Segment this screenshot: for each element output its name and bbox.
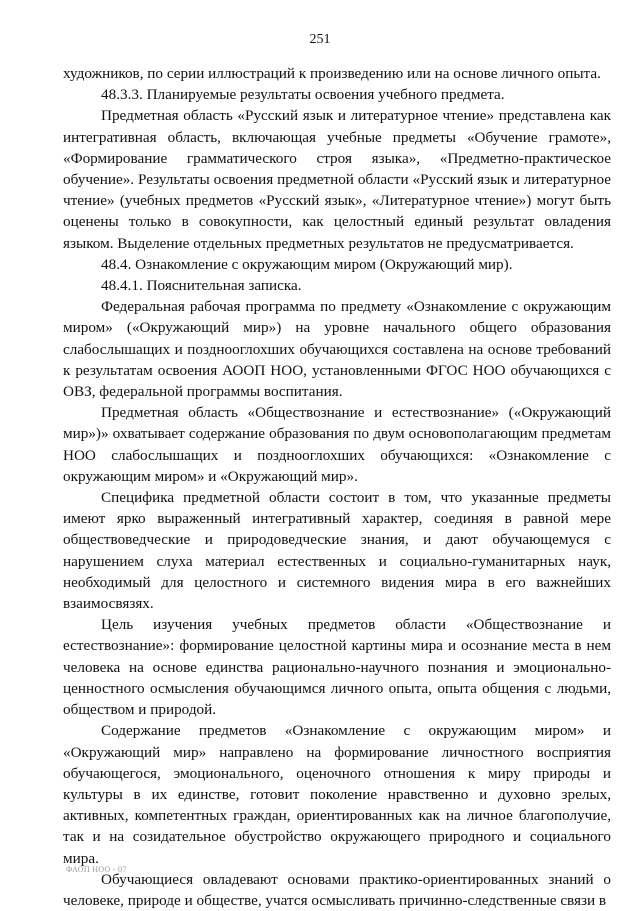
page-number: 251	[309, 32, 331, 47]
section-heading-48-4: 48.4. Ознакомление с окружающим миром (Окружающий мир).	[101, 255, 513, 273]
document-body	[63, 63, 611, 911]
section-heading-48-3-3: 48.3.3. Планируемые результаты освоения учебного предмета.	[101, 86, 505, 104]
footer-document-code: ФАОП НОО - 07	[66, 865, 127, 874]
paragraph: Предметная область «Русский язык и литературное чтение» представлена как интегративная область, включающая учебные предметы «Обучение грамоте», «Формирование грамматического строя языка», «Предметно-практическое обучение». Результаты освоения предметной области «Русский язык и литературное чтение» (учебных предметов «Русский язык», «Литературное чтение») могут быть оценены только в совокупности, как целостный единый результат овладения языком. Выделение отдельных предметных результатов не предусматривается.	[63, 107, 611, 252]
section-heading-48-4-1: 48.4.1. Пояснительная записка.	[101, 277, 302, 295]
paragraph: Обучающиеся овладевают основами практико-ориентированных знаний о человеке, природе и обществе, учатся осмысливать причинно-следственные связи в	[63, 870, 611, 909]
paragraph: Специфика предметной области состоит в том, что указанные предметы имеют ярко выраженный интегративный характер, соединяя в равной мере обществоведческие и природоведческие знания, и дают обучающемуся с нарушением слуха материал естественных и социально-гуманитарных наук, необходимый для целостного и системного видения мира в его важнейших взаимосвязях.	[63, 489, 611, 613]
paragraph: Федеральная рабочая программа по предмету «Ознакомление с окружающим миром» («Окружающий мир») на уровне начального общего образования слабослышащих и позднооглохших обучающихся составлена на основе требований к результатам освоения АООП НОО, установленными ФГОС НОО обучающихся с ОВЗ, федеральной программы воспитания.	[63, 298, 611, 401]
paragraph-continuation: художников, по серии иллюстраций к произведению или на основе личного опыта.	[63, 65, 601, 82]
paragraph: Предметная область «Обществознание и естествознание» («Окружающий мир»)» охватывает содержание образования по двум основополагающим предметам НОО слабослышащих и позднооглохших обучающихся: «Ознакомление с окружающим миром» и «Окружающий мир».	[63, 404, 611, 485]
paragraph: Содержание предметов «Ознакомление с окружающим миром» и «Окружающий мир» направлено на формирование личностного восприятия обучающегося, эмоционального, оценочного отношения к миру природы и культуры в их единстве, готовит поколение нравственно и духовно зрелых, активных, компетентных граждан, ориентированных как на личное благополучие, так и на созидательное обустройство окружающего природного и социального мира.	[63, 722, 611, 867]
paragraph: Цель изучения учебных предметов области «Обществознание и естествознание»: формирование целостной картины мира и осознание места в нем человека на основе единства рационально-научного познания и эмоционально-ценностного осмысления обучающимся личного опыта, опыта общения с людьми, обществом и природой.	[63, 616, 611, 719]
